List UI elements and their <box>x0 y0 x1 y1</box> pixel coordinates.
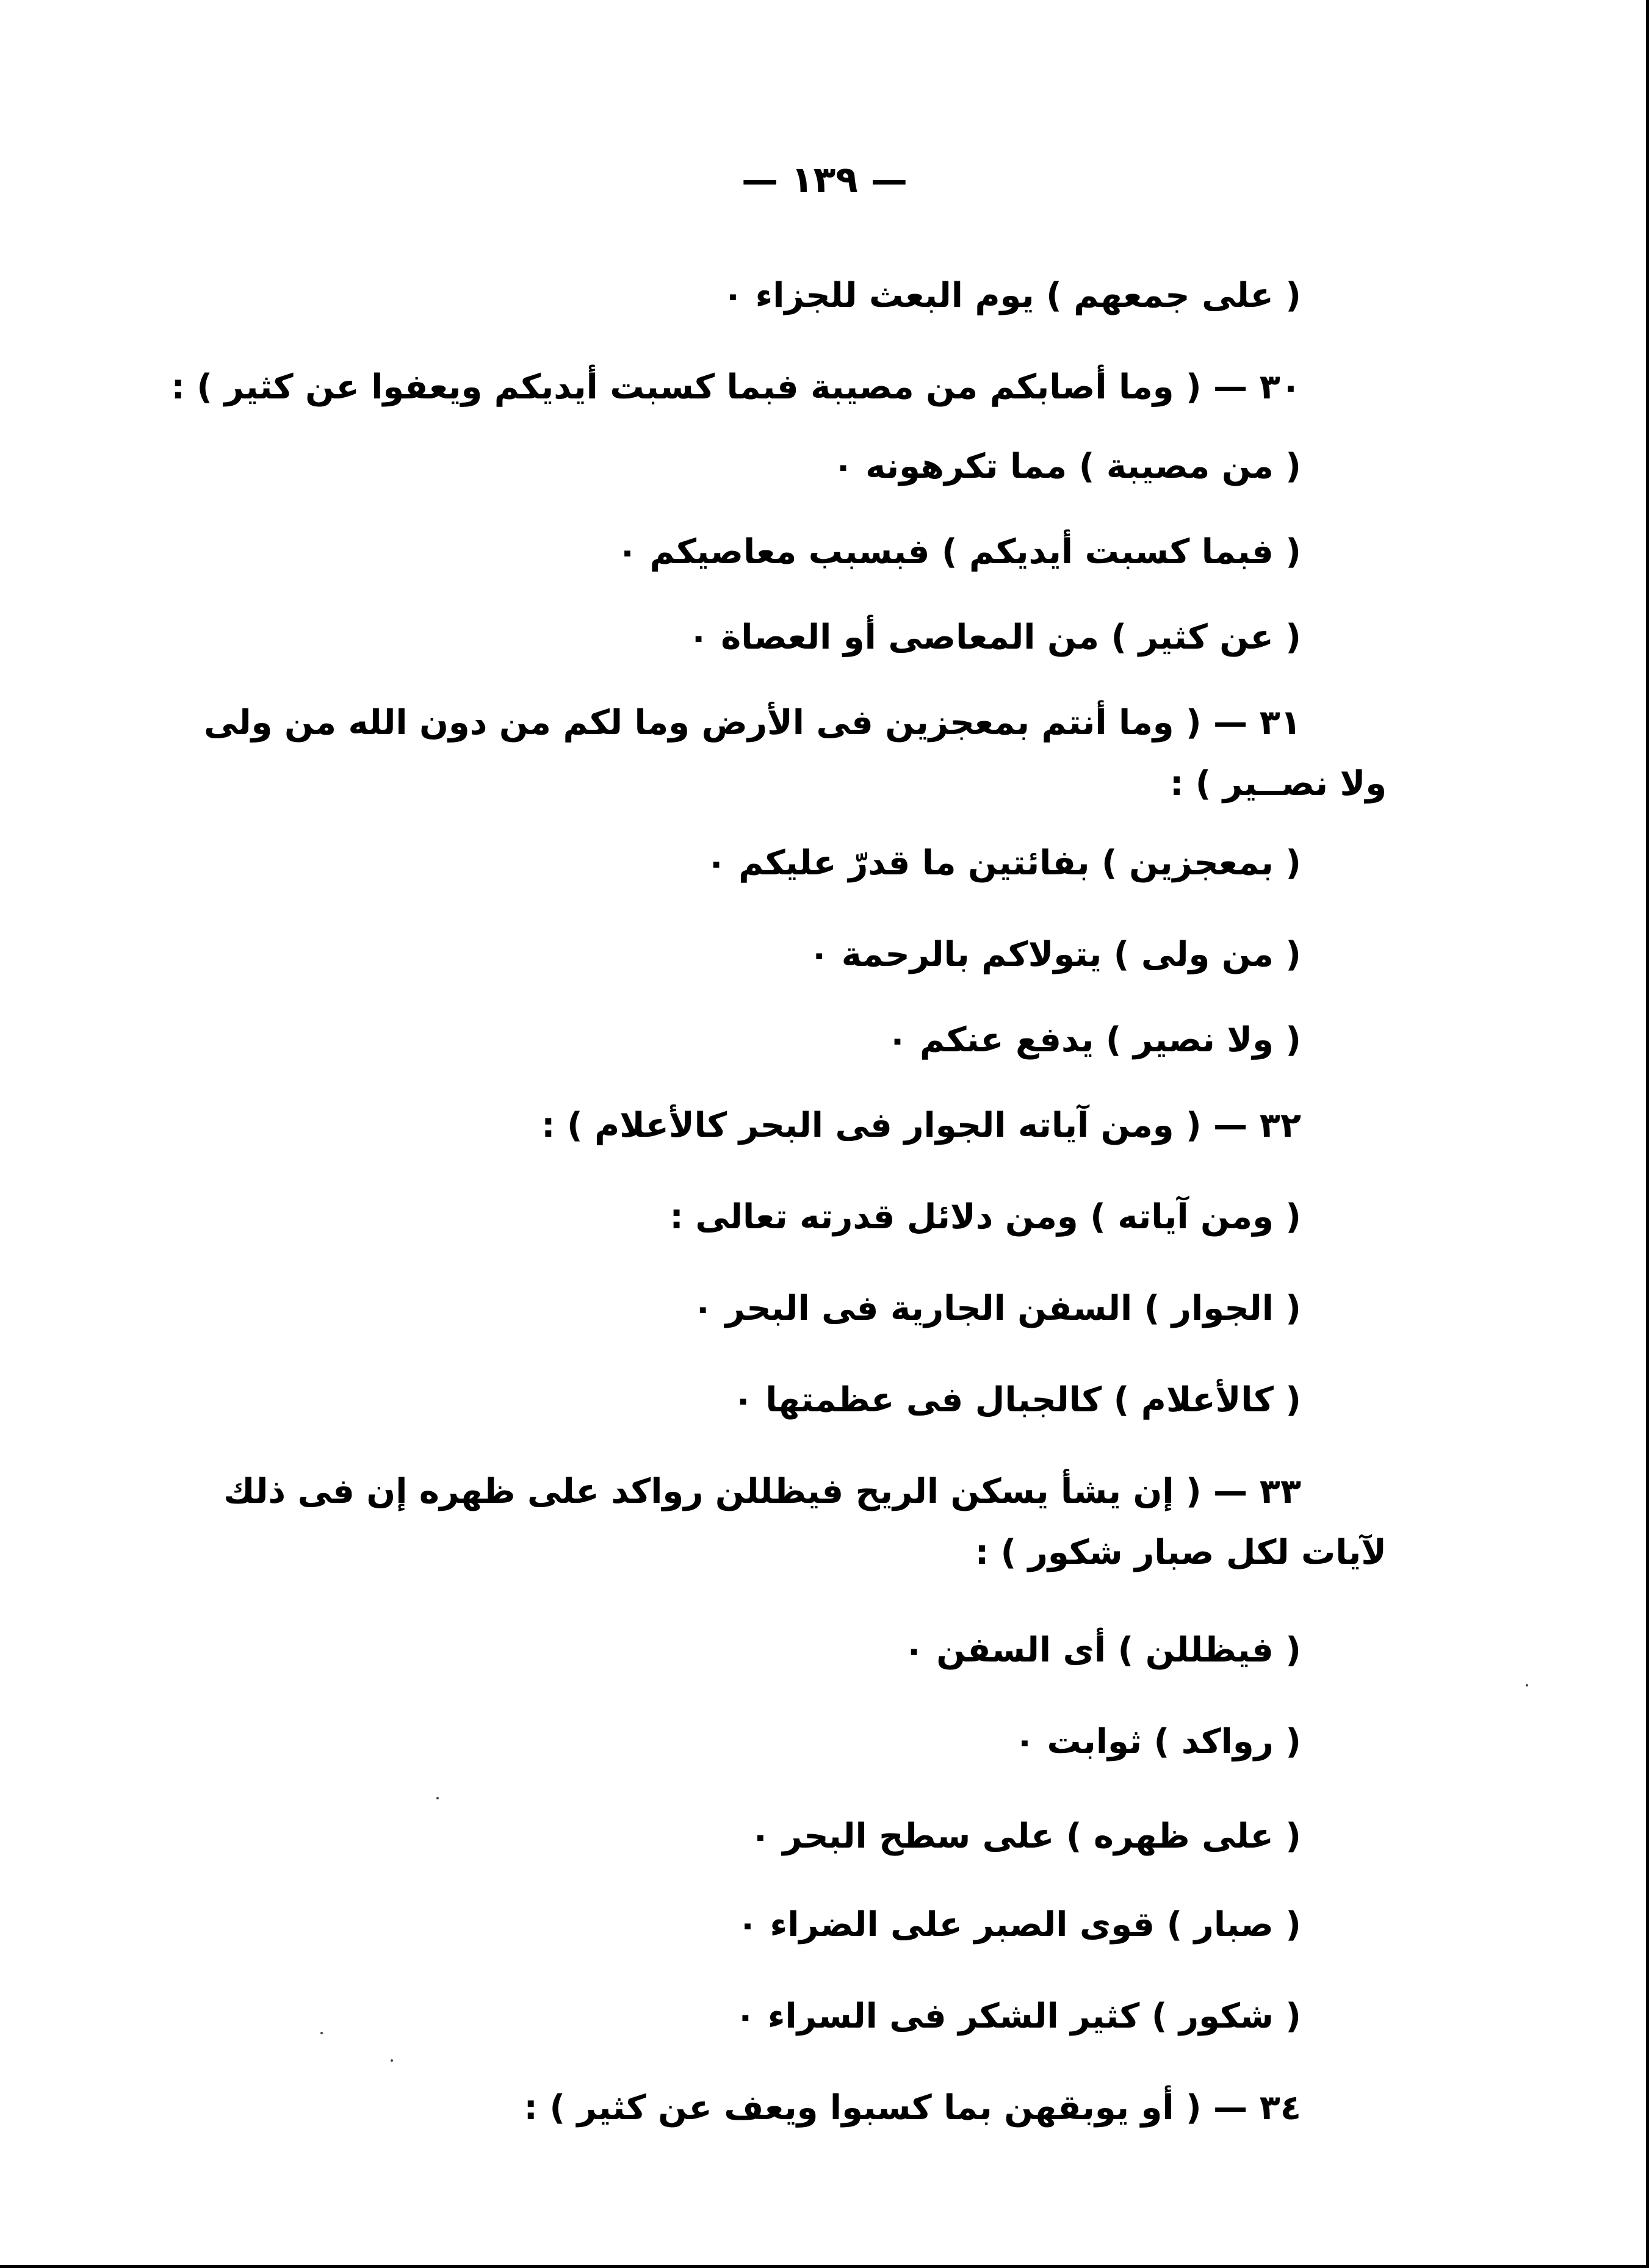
gloss-line: ( فبما كسبت أيديكم ) فبسبب معاصيكم ٠ <box>616 532 1301 572</box>
gloss-line: ( ولا نصير ) يدفع عنكم ٠ <box>887 1020 1301 1060</box>
gloss-line: ( صبار ) قوى الصبر على الضراء ٠ <box>737 1905 1301 1945</box>
scan-speck <box>320 2032 323 2034</box>
gloss-line: ( من مصيبة ) مما تكرهونه ٠ <box>832 447 1301 486</box>
gloss-line: ( فيظللن ) أى السفن ٠ <box>903 1630 1301 1670</box>
gloss-line: ( من ولى ) يتولاكم بالرحمة ٠ <box>809 935 1301 974</box>
verse-line-34: ٣٤ — ( أو يوبقهن بما كسبوا ويعف عن كثير ) : <box>524 2088 1301 2128</box>
page-number: — ١٣٩ — <box>742 159 907 201</box>
gloss-line: ( عن كثير ) من المعاصى أو العصاة ٠ <box>688 617 1301 657</box>
gloss-line: ( على ظهره ) على سطح البحر ٠ <box>749 1816 1301 1856</box>
gloss-line: ( رواكد ) ثوابت ٠ <box>1014 1722 1301 1762</box>
gloss-line: ( شكور ) كثير الشكر فى السراء ٠ <box>735 1996 1301 2036</box>
scan-speck <box>391 2059 393 2062</box>
page-border-right <box>1646 0 1649 2268</box>
page-border-bottom <box>0 2265 1649 2268</box>
verse-line-33: ٣٣ — ( إن يشأ يسكن الريح فيظللن رواكد على ظهره إن فى ذلك <box>223 1472 1301 1511</box>
verse-line-32: ٣٢ — ( ومن آياته الجوار فى البحر كالأعلام ) : <box>541 1106 1301 1145</box>
gloss-line: ( كالأعلام ) كالجبال فى عظمتها ٠ <box>732 1380 1301 1420</box>
verse-line-30: ٣٠ — ( وما أصابكم من مصيبة فبما كسبت أيديكم ويعفوا عن كثير ) : <box>171 367 1301 407</box>
gloss-line: ( بمعجزين ) بفائتين ما قدرّ عليكم ٠ <box>705 843 1301 883</box>
scan-speck <box>1526 1684 1528 1687</box>
verse-line-33-continuation: لآيات لكل صبار شكور ) : <box>975 1533 1387 1572</box>
gloss-line: ( الجوار ) السفن الجارية فى البحر ٠ <box>692 1289 1301 1328</box>
verse-line-31-continuation: ولا نصــير ) : <box>1169 764 1387 804</box>
verse-line-31: ٣١ — ( وما أنتم بمعجزين فى الأرض وما لكم من دون الله من ولى <box>203 703 1301 743</box>
scan-speck <box>436 1797 439 1799</box>
gloss-line: ( على جمعهم ) يوم البعث للجزاء ٠ <box>722 276 1301 315</box>
gloss-line: ( ومن آياته ) ومن دلائل قدرته تعالى : <box>669 1197 1301 1237</box>
